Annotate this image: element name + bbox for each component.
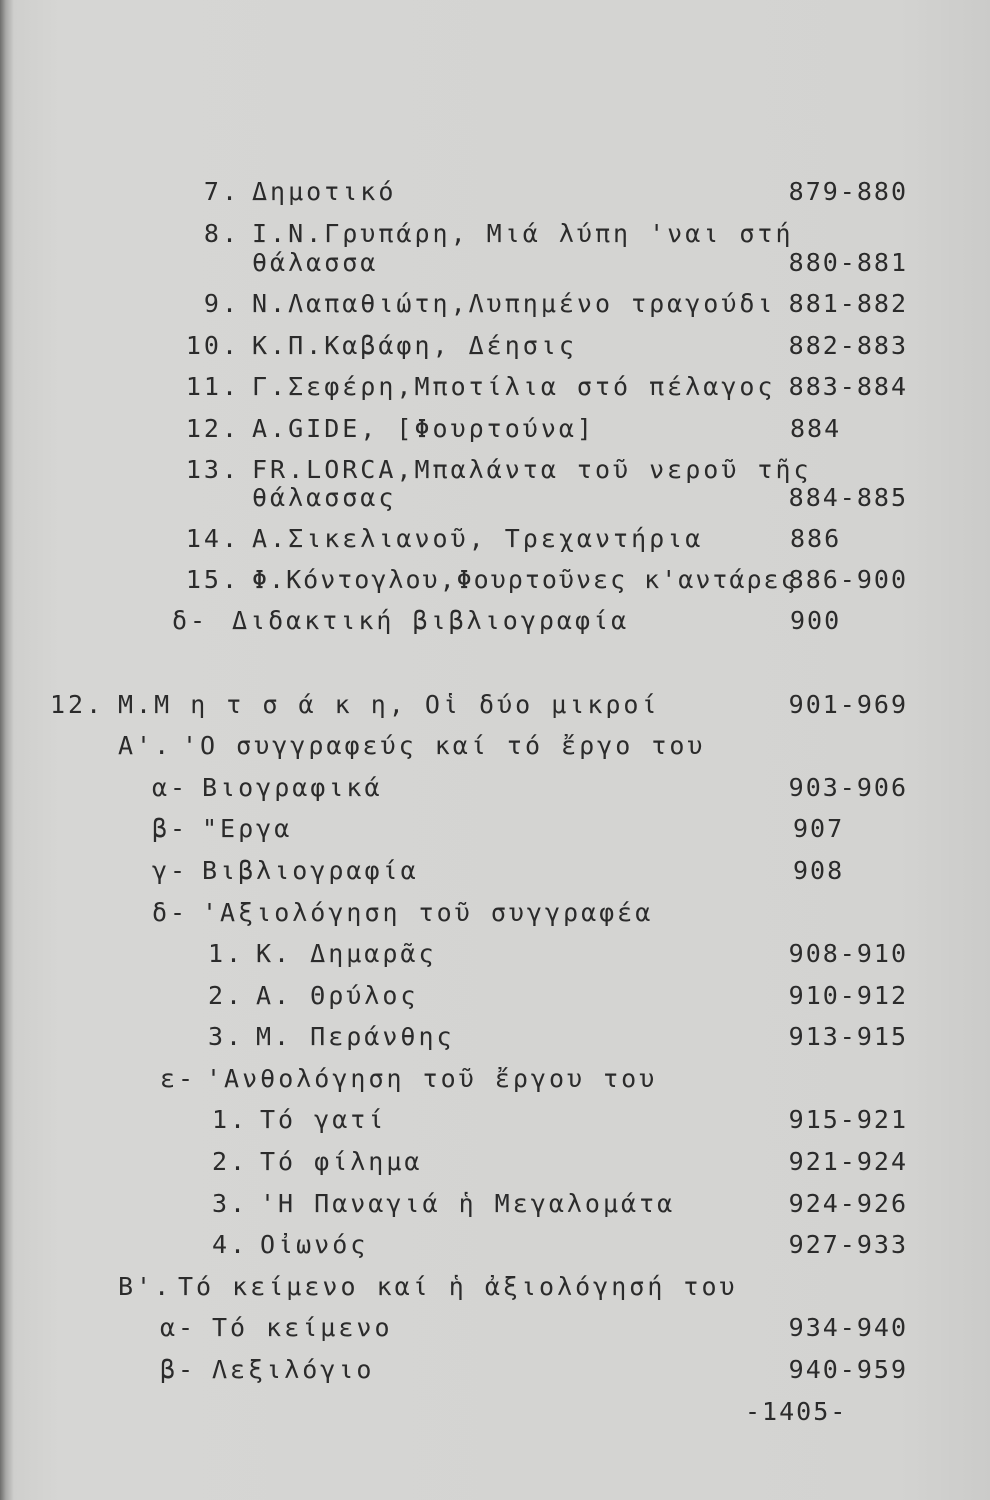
page-number: -1405- (745, 1397, 848, 1426)
entry-pages: 913-915 (788, 1022, 908, 1051)
entry-number: 8. (203, 219, 240, 248)
toc-entry (0, 478, 990, 518)
toc-entry (0, 685, 990, 725)
toc-entry (0, 367, 990, 407)
entry-text: Α.Σικελιανοῦ, Τρεχαντήρια (252, 524, 704, 553)
entry-text: Ν.Λαπαθιώτη,Λυπημένο τραγούδι (252, 289, 776, 318)
entry-text: Ι.Ν.Γρυπάρη, Μιά λύπη 'ναι στή (252, 219, 794, 248)
entry-number: 9. (203, 289, 240, 318)
entry-text: Τό κείμενο (212, 1313, 393, 1342)
toc-entry (0, 172, 990, 212)
entry-number: α- (152, 773, 189, 802)
entry-pages: 884-885 (788, 483, 908, 512)
entry-text: θάλασσας (252, 483, 397, 512)
entry-text: Τό φίλημα (260, 1147, 423, 1176)
entry-number: 3. (212, 1189, 249, 1218)
toc-entry (0, 809, 990, 849)
entry-number: δ- (172, 606, 209, 635)
entry-pages: 886-900 (788, 565, 908, 594)
entry-number: 13. (185, 455, 240, 484)
entry-number: 4. (212, 1230, 249, 1259)
toc-entry (0, 560, 990, 600)
entry-pages: 901-969 (788, 690, 908, 719)
entry-number: Α'. (118, 731, 173, 760)
toc-entry (0, 851, 990, 891)
toc-entry (0, 243, 990, 283)
entry-pages: 882-883 (788, 331, 908, 360)
entry-number: 12. (185, 414, 240, 443)
entry-number: α- (160, 1313, 197, 1342)
toc-entry (0, 1142, 990, 1182)
entry-number: 7. (203, 177, 240, 206)
entry-pages: 900 (790, 606, 842, 635)
toc-entry (0, 893, 990, 933)
entry-number: 2. (208, 981, 245, 1010)
entry-number: β- (160, 1355, 197, 1384)
toc-entry (0, 1100, 990, 1140)
entry-pages: 881-882 (788, 289, 908, 318)
entry-text: A.GIDE, [Φουρτούνα] (252, 414, 595, 443)
toc-entry (0, 1267, 990, 1307)
entry-text: Γ.Σεφέρη,Μποτίλια στό πέλαγος (252, 372, 776, 401)
entry-pages: 908 (793, 856, 845, 885)
entry-text: Διδακτική βιβλιογραφία (232, 606, 630, 635)
entry-pages: 903-906 (788, 773, 908, 802)
toc-entry (0, 976, 990, 1016)
entry-text: Φ.Κόντογλου,Φουρτοῦνες κ'αντάρες (252, 565, 798, 594)
entry-number: 1. (208, 939, 245, 968)
entry-text: Μ. Περάνθης (256, 1022, 455, 1051)
entry-text: Λεξιλόγιο (212, 1355, 375, 1384)
entry-pages: 940-959 (788, 1355, 908, 1384)
entry-pages: 880-881 (788, 248, 908, 277)
toc-entry (0, 519, 990, 559)
toc-entry (0, 1350, 990, 1390)
entry-number: γ- (152, 856, 189, 885)
entry-number: ε- (160, 1064, 197, 1093)
toc-entry (0, 284, 990, 324)
entry-text: Α. Θρύλος (256, 981, 419, 1010)
toc-entry (0, 1017, 990, 1057)
toc-entry (0, 601, 990, 641)
entry-text: Τό γατί (260, 1105, 387, 1134)
toc-entry (0, 726, 990, 766)
toc-entry (0, 1225, 990, 1265)
entry-text: Τό κείμενο καί ἡ ἀξιολόγησή του (178, 1272, 738, 1301)
entry-pages: 884 (790, 414, 842, 443)
entry-pages: 910-912 (788, 981, 908, 1010)
entry-number: 14. (185, 524, 240, 553)
entry-number: 12. (50, 690, 105, 719)
entry-number: 1. (212, 1105, 249, 1134)
entry-pages: 934-940 (788, 1313, 908, 1342)
entry-number: 15. (185, 565, 240, 594)
entry-pages: 915-921 (788, 1105, 908, 1134)
entry-text: Βιβλιογραφία (202, 856, 419, 885)
entry-pages: 908-910 (788, 939, 908, 968)
toc-entry (0, 326, 990, 366)
entry-pages: 921-924 (788, 1147, 908, 1176)
toc-entry (0, 768, 990, 808)
entry-text: Οἰωνός (260, 1230, 369, 1259)
entry-text: Μ.Μ η τ σ ά κ η, Οἱ δύο μικροί (118, 690, 660, 719)
toc-entry (0, 409, 990, 449)
entry-number: Β'. (118, 1272, 173, 1301)
entry-text: θάλασσα (252, 248, 379, 277)
entry-number: 2. (212, 1147, 249, 1176)
entry-number: 11. (185, 372, 240, 401)
toc-entry (0, 1184, 990, 1224)
entry-text: 'Ο συγγραφεύς καί τό ἔργο του (182, 731, 706, 760)
entry-text: Κ.Π.Καβάφη, Δέησις (252, 331, 577, 360)
toc-entry (0, 1059, 990, 1099)
entry-text: FR.LORCA,Μπαλάντα τοῦ νεροῦ τῆς (252, 455, 812, 484)
entry-pages: 883-884 (788, 372, 908, 401)
entry-pages: 907 (793, 814, 845, 843)
entry-pages: 879-880 (788, 177, 908, 206)
entry-number: 10. (185, 331, 240, 360)
entry-text: "Εργα (202, 814, 293, 843)
entry-text: 'Η Παναγιά ἡ Μεγαλομάτα (260, 1189, 676, 1218)
entry-number: β- (152, 814, 189, 843)
toc-entry (0, 934, 990, 974)
entry-number: δ- (152, 898, 189, 927)
entry-text: Δημοτικό (252, 177, 397, 206)
entry-number: 3. (208, 1022, 245, 1051)
entry-text: 'Ανθολόγηση τοῦ ἔργου του (206, 1064, 658, 1093)
toc-entry (0, 1308, 990, 1348)
entry-text: Κ. Δημαρᾶς (256, 939, 437, 968)
entry-pages: 886 (790, 524, 842, 553)
entry-text: Βιογραφικά (202, 773, 383, 802)
entry-text: 'Αξιολόγηση τοῦ συγγραφέα (202, 898, 654, 927)
entry-pages: 924-926 (788, 1189, 908, 1218)
entry-pages: 927-933 (788, 1230, 908, 1259)
